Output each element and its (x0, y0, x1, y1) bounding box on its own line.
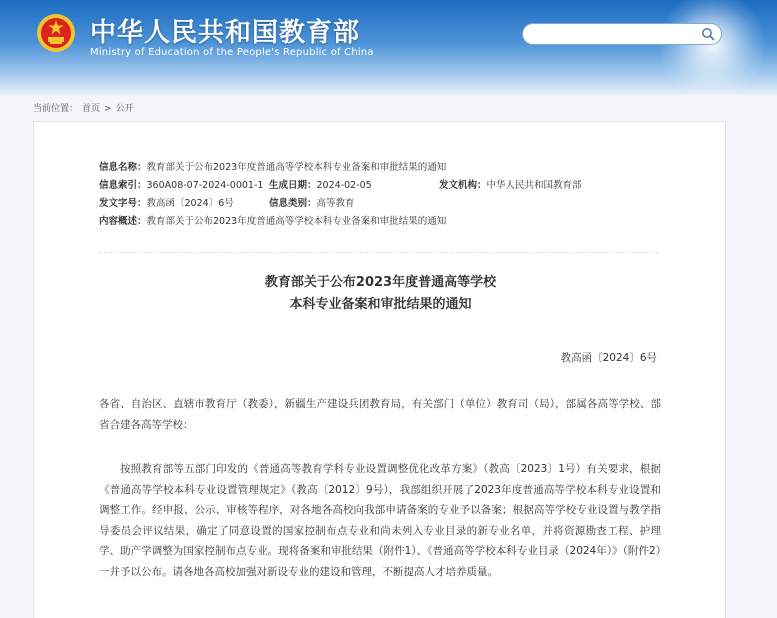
article-panel (33, 121, 726, 618)
dandelion-decoration (657, 0, 767, 95)
meta-value-docno: 教高函〔2024〕6号 (146, 198, 234, 209)
meta-row-name (99, 159, 446, 177)
meta-row-docno (99, 195, 446, 213)
meta-label-date: 生成日期： (269, 180, 317, 191)
site-subtitle: Ministry of Education of the People's Republic of China (90, 47, 374, 58)
breadcrumb-separator: > (104, 104, 112, 114)
site-title[interactable]: 中华人民共和国教育部 (90, 18, 361, 48)
breadcrumb-home-link[interactable]: 首页 (82, 104, 101, 114)
meta-label-category: 信息类别： (269, 198, 317, 209)
meta-table (99, 159, 582, 231)
meta-label-summary: 内容概述： (99, 216, 147, 227)
meta-value-index: 360A08-07-2024-0001-1 (146, 180, 264, 191)
document-title-line2: 本科专业备案和审批结果的通知 (289, 297, 472, 312)
meta-label-org: 发文机构： (439, 180, 487, 191)
meta-value-org: 中华人民共和国教育部 (486, 180, 582, 191)
search-icon[interactable] (701, 27, 715, 41)
meta-row-summary (99, 213, 446, 231)
meta-value-date: 2024-02-05 (316, 180, 372, 191)
document-paragraph-1: 各省、自治区、直辖市教育厅（教委），新疆生产建设兵团教育局，有关部门（单位）教育司（局），部属各高等学校、部省合建各高等学校： (99, 398, 661, 431)
document-title-line1: 教育部关于公布2023年度普通高等学校 (264, 275, 497, 290)
breadcrumb-public-link[interactable]: 公开 (115, 104, 134, 114)
meta-label-docno: 发文字号： (99, 198, 147, 209)
meta-value-category: 高等教育 (316, 198, 355, 209)
document-title (34, 272, 727, 316)
meta-label-index: 信息索引： (99, 180, 147, 191)
document-paragraph-2: 按照教育部等五部门印发的《普通高等教育学科专业设置调整优化改革方案》（教高〔2023〕1号）有关要求，根据《普通高等学校本科专业设置管理规定》（教高〔2012〕9号），我部组织开展了2023年度普通高等学校本科专业设置和调整工作。经申报、公示、审核等程序，对各地各高校向我部申请备案的专业予以备案；根据高等学校专业设置与教学指导委员会评议结果，确定了同意设置的国家控制布点专业和尚未列入专业目录的新专业名单，并将资源勘查工程、护理学、助产学调整为国家控制布点专业。现将备案和审批结果（附件1）、《普通高等学校本科专业目录（2024年）》（附件2）一并予以公布。请各地各高校加强对新设专业的建设和管理，不断提高人才培养质量。 (99, 463, 661, 578)
meta-value-name: 教育部关于公布2023年度普通高等学校本科专业备案和审批结果的通知 (146, 162, 447, 173)
breadcrumb (33, 101, 138, 114)
site-header (0, 0, 777, 95)
meta-row-index (99, 177, 582, 195)
meta-divider (99, 252, 659, 253)
meta-value-summary: 教育部关于公布2023年度普通高等学校本科专业备案和审批结果的通知 (146, 216, 447, 227)
search-input[interactable] (522, 23, 722, 45)
national-emblem-icon[interactable] (36, 13, 76, 53)
breadcrumb-prefix: 当前位置： (33, 104, 79, 114)
document-number: 教高函〔2024〕6号 (560, 352, 657, 364)
meta-label-name: 信息名称： (99, 162, 147, 173)
